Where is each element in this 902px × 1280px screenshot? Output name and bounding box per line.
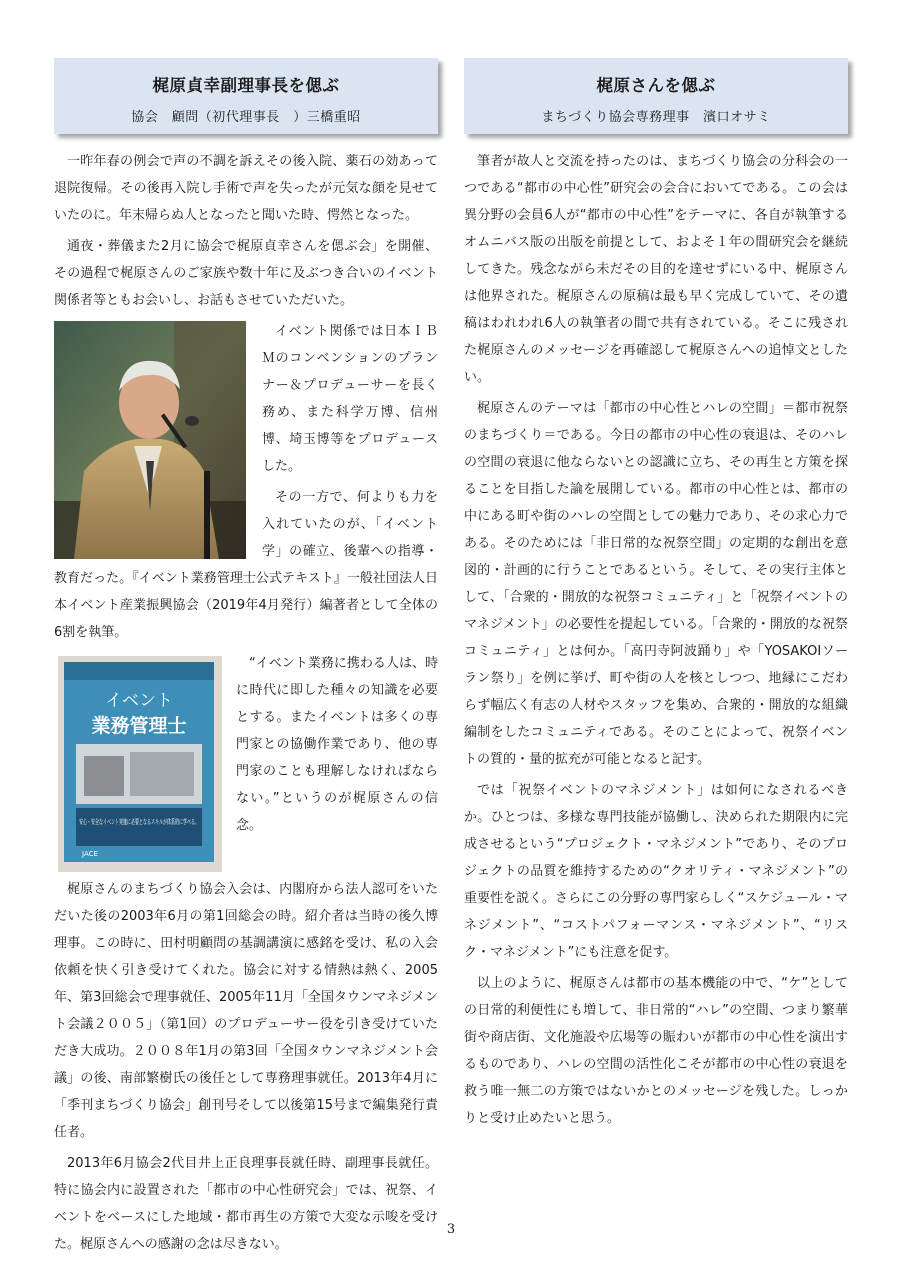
right-title-box xyxy=(464,58,848,134)
left-paragraph-7: 2013年6月協会2代目井上正良理事長就任時、副理事長就任。特に協会内に設置された「都市の中心性研究会」では、祝祭、イベントをベースにした地域・都市再生の方策で大変な示唆を受けた。梶原さんへの感謝の念は尽きない。 xyxy=(54,1156,438,1252)
left-paragraph-6: 梶原さんのまちづくり協会入会は、内閣府から法人認可をいただいた後の2003年6月の第1回総会の時。紹介者は当時の後久博理事。この時に、田村明顧問の基調講演に感銘を受け、私の入会依頼を快く引き受けてくれた。協会に対する情熱は熱く、2005年、第3回総会で理事就任、2005年11月「全国タウンマネジメント会議２００５」（第1回）のプロデューサー役を引き受けていただき大成功。２００８年1月の第3回「全国タウンマネジメント会議」の後、南部繁樹氏の後任として専務理事就任。2013年4月に「季刊まちづくり協会」創刊号そして以後第15号まで編集発行責任者。 xyxy=(54,882,438,1140)
right-paragraph-3: では「祝祭イベントのマネジメント」は如何になされるべきか。ひとつは、多様な専門技能が協働し、決められた期限内に完成させるという“プロジェクト・マネジメント”であり、そのプロジェクトの品質を維持するための“クオリティ・マネジメント”の重要性を説く。さらにこの分野の専門家らしく“スケジュール・マネジメント”、“コストパフォーマンス・マネジメント”、“リスク・マネジメント”にも注意を促す。 xyxy=(464,783,848,960)
right-paragraph-1: 筆者が故人と交流を持ったのは、まちづくり協会の分科会の一つである“都市の中心性”研究会の会合においてである。この会は異分野の会員6人が“都市の中心性”をテーマに、各自が執筆するオムニバス版の出版を前提として、およそ１年の間研究会を継続してきた。残念ながら未だその目的を達せずにいる中、梶原さんは他界された。梶原さんの原稿は最も早く完成していて、その遺稿はわれわれ6人の執筆者の間で共有されている。そこに残された梶原さんのメッセージを再確認して梶原さんへの追悼文としたい。 xyxy=(464,154,848,385)
left-paragraph-5: “イベント業務に携わる人は、時に時代に即した種々の知識を必要とする。またイベントは多くの専門家との協働作業であり、他の専門家のことも理解しなければならない。”というのが梶原さんの信念。 xyxy=(236,656,438,833)
left-article-author: 協会 顧問（初代理事長 ）三橋重昭 xyxy=(131,110,361,125)
book-publisher-logo: JACE xyxy=(82,850,98,858)
right-paragraph-2: 梶原さんのテーマは「都市の中心性とハレの空間」＝都市祝祭のまちづくり＝である。今日の都市の中心性の衰退は、そのハレの空間の衰退に他ならないとの認識に立ち、その再生と方策を探ることを目指した論を展開している。都市の中心性とは、都市の中にある町や街のハレの空間としての魅力であり、その求心力である。そのためには「非日常的な祝祭空間」の定期的な創出を意図的・計画的に行うことであるという。そして、その実行主体として、「合衆的・開放的な祝祭コミュニティ」と「祝祭イベントのマネジメント」の必要性を提起している。「合衆的・開放的な祝祭コミュニティ」とは何か。「高円寺阿波踊り」や「YOSAKOIソーラン祭り」を例に挙げ、町や街の人を核としつつ、地縁にこだわらず幅広く有志の人材やスタッフを集め、合衆的・開放的な組織編制をしたコミュニティである。そのことによって、祝祭イベントの質的・量的拡充が可能となると記す。 xyxy=(464,401,848,767)
speaker-photo xyxy=(54,321,246,559)
left-paragraph-4: その一方で、何よりも力を入れていたのが、「イベント学」の確立、後輩への指導・教育だった。『イベント業務管理士公式テキスト』一般社団法人日本イベント産業振興協会（2019年4月発行）編著者として全体の6割を執筆。 xyxy=(54,490,438,640)
right-article xyxy=(464,58,848,1136)
left-article-body xyxy=(54,148,438,1258)
left-article xyxy=(54,58,438,1262)
right-article-body xyxy=(464,148,848,1132)
book-title-line2: 業務管理士 xyxy=(91,715,187,737)
book-cover-photo xyxy=(58,656,222,872)
book-caption: 安心・安全なイベント実施に必要となる xyxy=(79,818,205,826)
book-cover-illustration xyxy=(58,656,222,872)
left-title-box xyxy=(54,58,438,134)
left-article-title: 梶原貞幸副理事長を偲ぶ xyxy=(152,76,340,95)
left-paragraph-1: 一昨年春の例会で声の不調を訴えその後入院、薬石の効あって退院復帰。その後再入院し手術で声を失ったが元気な顔を見せていたのに。年末帰らぬ人となったと聞いた時、愕然となった。 xyxy=(54,154,438,223)
right-article-author: まちづくり協会専務理事 濱口オサミ xyxy=(541,110,771,125)
left-paragraph-3: イベント関係では日本ＩＢＭのコンベンションのプランナー＆プロデューサーを長く務め、また科学万博、信州博、埼玉博等をプロデュースした。 xyxy=(262,324,438,474)
right-article-title: 梶原さんを偲ぶ xyxy=(596,76,716,95)
book-title-line1: イベント xyxy=(105,691,173,711)
page-number: 3 xyxy=(446,1222,456,1237)
left-paragraph-2: 通夜・葬儀また2月に協会で梶原貞幸さんを偲ぶ会」を開催、その過程で梶原さんのご家族や数十年に及ぶつき合いのイベント関係者等ともお会いし、お話もさせていただいた。 xyxy=(54,239,438,308)
right-paragraph-4: 以上のように、梶原さんは都市の基本機能の中で、“ケ”としての日常的利便性にも増して、非日常的“ハレ”の空間、つまり繁華街や商店街、文化施設や広場等の賑わいが都市の中心性を演出するものであり、ハレの空間の活性化こそが都市の中心性の衰退を救う唯一無二の方策ではないかとのメッセージを残した。しっかりと受け止めたいと思う。 xyxy=(464,976,848,1126)
